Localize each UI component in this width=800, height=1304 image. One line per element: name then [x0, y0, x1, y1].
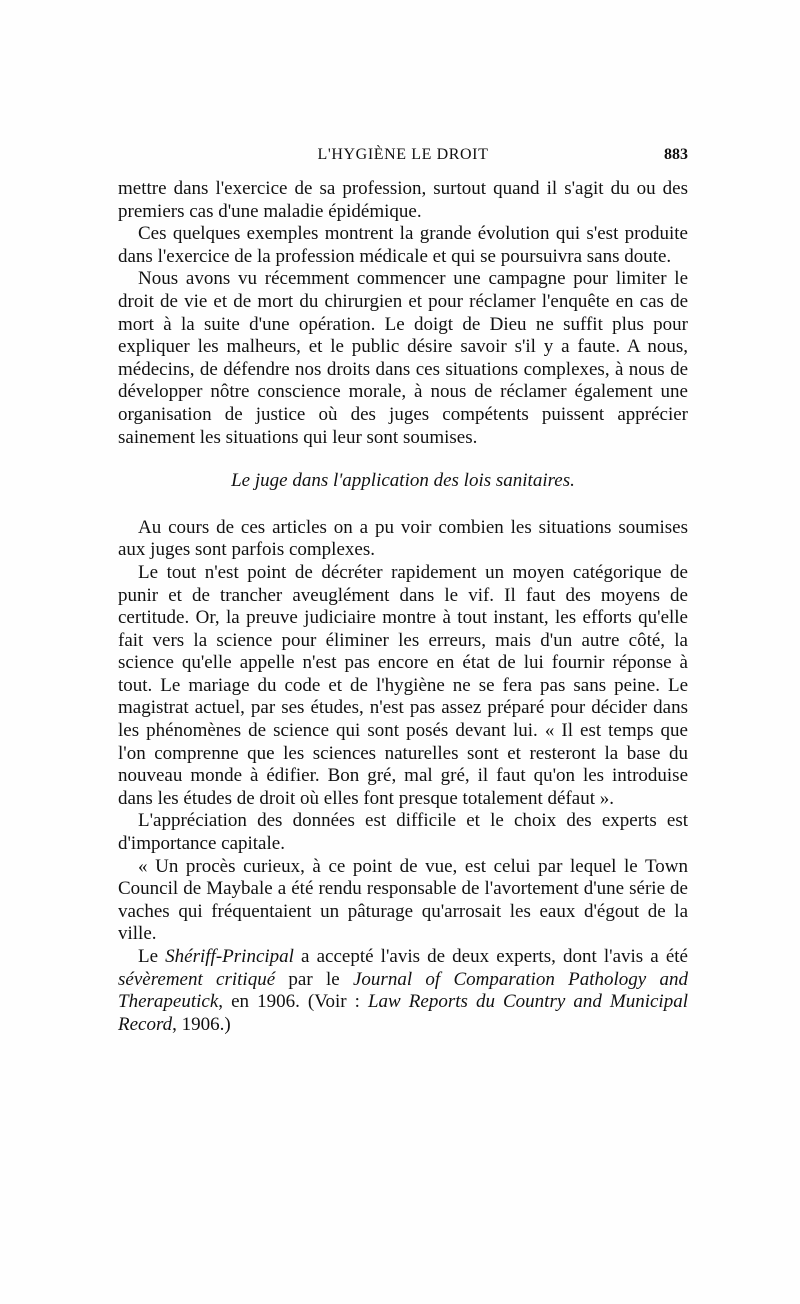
paragraph-sheriff-principal: [118, 946, 688, 1036]
paragraph-continuation: mettre dans l'exercice de sa profession, surtout quand il s'agit du ou des premiers cas d'une maladie épidémique.: [118, 178, 688, 222]
text-run: , en 1906. (Voir :: [218, 991, 368, 1013]
text-run: a accepté l'avis de deux experts, dont l'avis a été: [293, 946, 688, 967]
paragraph-situations: Au cours de ces articles on a pu voir combien les situations soumises aux juges sont parfois complexes.: [118, 516, 688, 561]
running-head: [118, 146, 688, 168]
paragraph-campaign: Nous avons vu récemment commencer une campagne pour limiter le droit de vie et de mort du chirurgien et pour réclamer l'enquête en cas de mort à la suite d'une opération. Le doigt de Dieu ne suffit plus pour expliquer les malheurs, et le public désire savoir s'il y a faute. A nous, médecins, de défendre nos droits dans ces situations complexes, à nous de développer nôtre conscience morale, à nous de réclamer également une organisation de justice où des juges compétents puissent apprécier sainement les situations qui leur sont soumises.: [118, 268, 688, 448]
paragraph-examples: Ces quelques exemples montrent la grande évolution qui s'est produite dans l'exercice de la profession médicale et qui se poursuivra sans doute.: [118, 223, 688, 267]
law-reports-citation: Law Reports du Country and Municipal Record: [118, 991, 688, 1035]
section-heading: Le juge dans l'application des lois sanitaires.: [231, 470, 575, 492]
journal-citation: Journal of Comparation Pathology and Therapeutick: [118, 968, 688, 1013]
text-run: Le: [138, 946, 166, 967]
text-run: par le: [275, 968, 353, 990]
page-number: 883: [664, 146, 688, 163]
italic-title: Shériff-Principal: [165, 946, 294, 967]
body-text: [118, 178, 688, 1036]
paragraph-maybale-case: « Un procès curieux, à ce point de vue, est celui par lequel le Town Council de Maybale a été rendu responsable de l'avortement d'une série de vaches qui fréquentaient un pâturage qu'arrosait les eaux d'égout de la ville.: [118, 855, 688, 945]
italic-phrase: sévèrement critiqué: [118, 968, 276, 990]
running-title: L'HYGIÈNE LE DROIT: [317, 146, 489, 163]
paragraph-experts: L'appréciation des données est difficile et le choix des experts est d'importance capitale.: [118, 810, 688, 855]
paragraph-judicial-proof: Le tout n'est point de décréter rapidement un moyen catégorique de punir et de trancher aveuglément dans le vif. Il faut des moyens de certitude. Or, la preuve judiciaire montre à tout instant, les efforts qu'elle fait vers la science pour éliminer les erreurs, mais d'un autre côté, la science qu'elle appelle n'est pas encore en état de lui fournir réponse à tout. Le mariage du code et de l'hygiène ne se fera pas sans peine. Le magistrat actuel, par ses études, n'est pas assez préparé pour décider dans les phénomènes de science qui sont posés devant lui. « Il est temps que l'on comprenne que les sciences naturelles sont et resteront la base du nouveau monde à édifier. Bon gré, mal gré, il faut qu'on les introduise dans les études de droit où elles font presque totalement défaut ».: [118, 561, 688, 809]
text-run: , 1906.): [172, 1013, 231, 1035]
